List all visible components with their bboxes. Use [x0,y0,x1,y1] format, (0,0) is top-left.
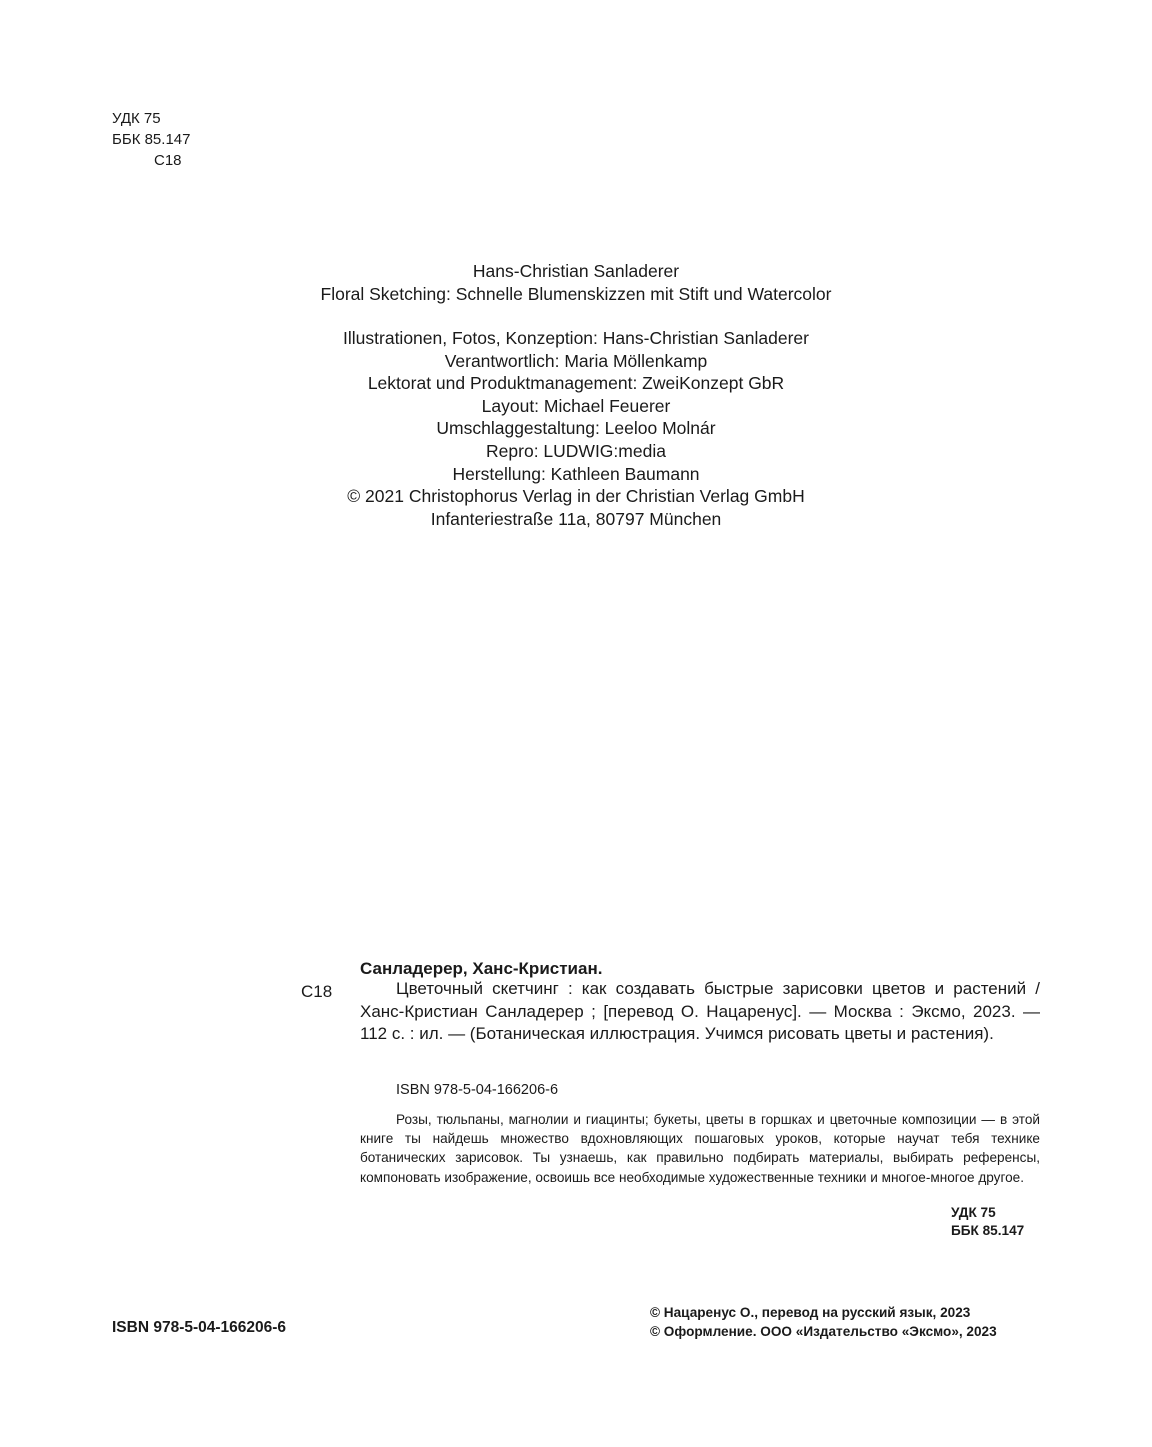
credit-line: Repro: LUDWIG:media [486,440,666,461]
original-edition-credits [150,327,1002,530]
biblio-bbk: ББК 85.147 [951,1223,1025,1238]
biblio-udk: УДК 75 [951,1205,996,1220]
biblio-description: Цветочный скетчинг : как создавать быстрые зарисовки цветов и растений / Ханс-Кристиан Санладерер ; [перевод О. Нацаренус]. — Москва : Эксмо, 2023. — 112 с. : ил. — (Ботаническая иллюстрация. Учимся рисовать цветы и растения). [360,979,1040,1043]
original-edition-heading [150,260,1002,305]
credit-line: Layout: Michael Feuerer [481,395,671,416]
biblio-author-heading: Санладерер, Ханс-Кристиан. [360,959,603,978]
bbk-code: ББК 85.147 [112,131,191,148]
credit-line: Lektorat und Produktmanagement: ZweiKonzept GbR [367,373,785,394]
credit-line: Verantwortlich: Maria Möllenkamp [444,350,708,371]
credit-line: Umschlaggestaltung: Leeloo Molnár [436,418,716,439]
footer-copyrights [650,1303,997,1341]
author-mark: С18 [154,152,182,169]
biblio-isbn: ISBN 978-5-04-166206-6 [396,1082,559,1098]
original-author: Hans-Christian Sanladerer [472,261,680,281]
credit-line: © 2021 Christophorus Verlag in der Christian Verlag GmbH [347,486,805,507]
credit-line: Illustrationen, Fotos, Konzeption: Hans-Christian Sanladerer [343,328,809,348]
biblio-author-mark: С18 [301,982,333,1001]
biblio-classification [951,1204,1024,1240]
credit-line: Infanteriestraße 11a, 80797 München [430,508,722,529]
classification-block [112,108,190,171]
copyright-translation: © Нацаренус О., перевод на русский язык, 2023 [650,1305,971,1320]
footer-isbn: ISBN 978-5-04-166206-6 [112,1319,287,1336]
biblio-annotation: Розы, тюльпаны, магнолии и гиацинты; букеты, цветы в горшках и цветочные композиции — в этой книге ты найдешь множество вдохновляющих пошаговых уроков, которые научат тебя технике ботанических зарисовок. Ты узнаешь, как правильно подбирать материалы, выбирать референсы, компоновать изображение, освоишь все необходимые художественные техники и многое-многое другое. [360,1112,1040,1185]
copyright-design: © Оформление. ООО «Издательство «Эксмо», 2023 [650,1324,997,1339]
udk-code: УДК 75 [112,110,161,127]
original-title: Floral Sketching: Schnelle Blumenskizzen mit Stift und Watercolor [320,283,832,304]
credit-line: Herstellung: Kathleen Baumann [452,463,700,484]
